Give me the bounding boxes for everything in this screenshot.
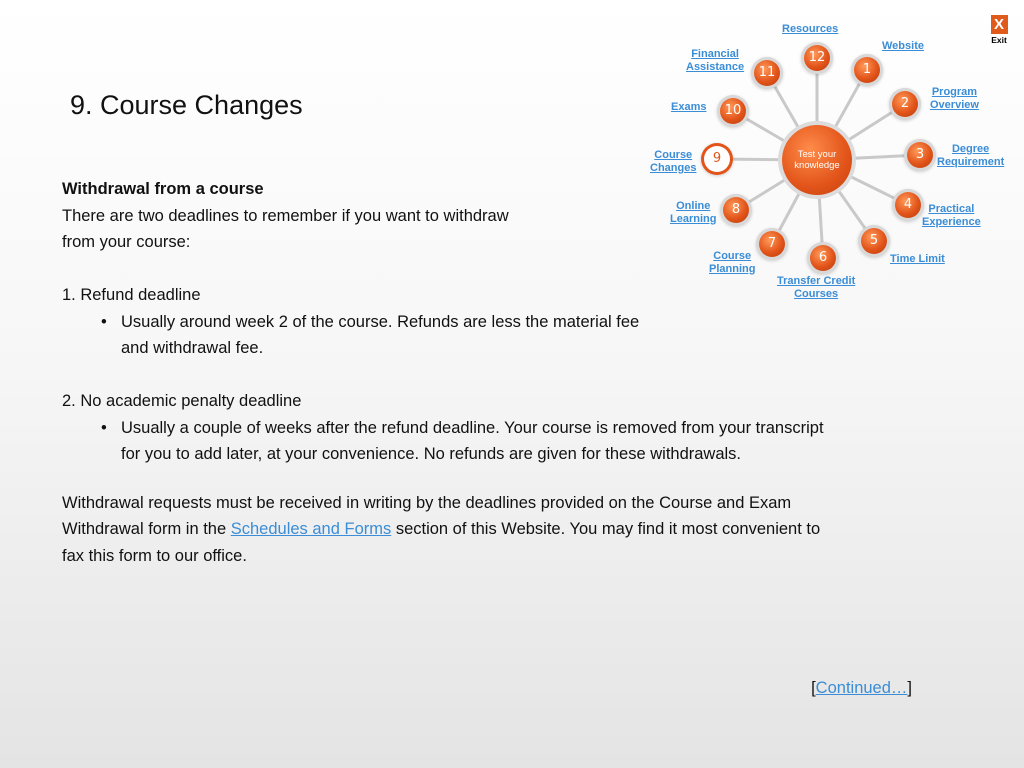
wheel-link-exams[interactable]: Exams (671, 101, 707, 113)
refund-bullet-line-1: Usually around week 2 of the course. Refunds are less the material fee (121, 312, 640, 331)
course-changes-content (62, 176, 932, 569)
wheel-link-course-planning[interactable]: Course Planning (709, 250, 756, 275)
wheel-node-program-overview[interactable]: 2 (892, 91, 918, 117)
wheel-link-degree-requirement[interactable]: Degree Requirement (937, 143, 1005, 168)
closing-line-2: Withdrawal form in the Schedules and Forms section of this Website. You may find it most convenient to (62, 520, 821, 538)
wheel-node-financial-assistance[interactable]: 11 (754, 60, 780, 86)
wheel-link-program-overview[interactable]: Program Overview (930, 86, 979, 111)
no-penalty-bullet-line-2: for you to add later, at your convenience. No refunds are given for these withdrawals. (121, 445, 742, 463)
refund-bullet-line-2: and withdrawal fee. (121, 339, 264, 357)
page-title: 9. Course Changes (70, 90, 303, 120)
wheel-link-website[interactable]: Website (882, 40, 924, 52)
center-label-line2: knowledge (794, 160, 840, 171)
wheel-link-course-changes[interactable]: Course Changes (650, 149, 697, 174)
wheel-link-resources[interactable]: Resources (782, 23, 839, 35)
no-penalty-deadline-title: 2. No academic penalty deadline (62, 392, 302, 410)
intro-line-2: from your course: (62, 233, 191, 251)
wheel-node-transfer-credit-courses[interactable]: 6 (810, 245, 836, 271)
wheel-link-financial-assistance[interactable]: Financial Assistance (686, 48, 745, 73)
no-penalty-bullet-line-1: Usually a couple of weeks after the refund deadline. Your course is removed from your transcript (121, 418, 824, 437)
wheel-node-time-limit[interactable]: 5 (861, 228, 887, 254)
continued-link[interactable]: Continued… (815, 679, 908, 697)
closing-line-3: fax this form to our office. (62, 546, 247, 565)
wheel-node-course-planning[interactable]: 7 (759, 231, 785, 257)
closing-line-1: Withdrawal requests must be received in writing by the deadlines provided on the Course and Exam (62, 493, 792, 512)
wheel-link-transfer-credit-courses[interactable]: Transfer Credit Courses (777, 275, 856, 300)
wheel-node-website[interactable]: 1 (854, 57, 880, 83)
wheel-link-practical-experience[interactable]: Practical Experience (922, 203, 981, 228)
wheel-node-online-learning[interactable]: 8 (723, 197, 749, 223)
center-label-line1: Test your (797, 149, 837, 160)
exit-icon[interactable]: X (991, 15, 1008, 34)
section-heading: Withdrawal from a course (62, 180, 264, 198)
wheel-node-course-changes[interactable]: 9 (704, 146, 730, 172)
schedules-and-forms-link[interactable]: Schedules and Forms (230, 520, 392, 538)
intro-line-1: There are two deadlines to remember if you want to withdraw (62, 206, 509, 225)
wheel-node-practical-experience[interactable]: 4 (895, 192, 921, 218)
wheel-node-resources[interactable]: 12 (804, 45, 830, 71)
continued-navigation: [Continued…] (811, 679, 912, 697)
wheel-node-exams[interactable]: 10 (720, 98, 746, 124)
refund-deadline-bullet (62, 309, 932, 362)
exit-label[interactable]: Exit (991, 35, 1007, 45)
no-penalty-deadline-bullet (62, 415, 932, 468)
wheel-node-degree-requirement[interactable]: 3 (907, 142, 933, 168)
bullet-marker: • (101, 418, 107, 437)
wheel-link-online-learning[interactable]: Online Learning (670, 200, 717, 225)
bullet-marker: • (101, 312, 107, 331)
refund-deadline-title: 1. Refund deadline (62, 286, 201, 304)
wheel-link-time-limit[interactable]: Time Limit (890, 253, 945, 265)
